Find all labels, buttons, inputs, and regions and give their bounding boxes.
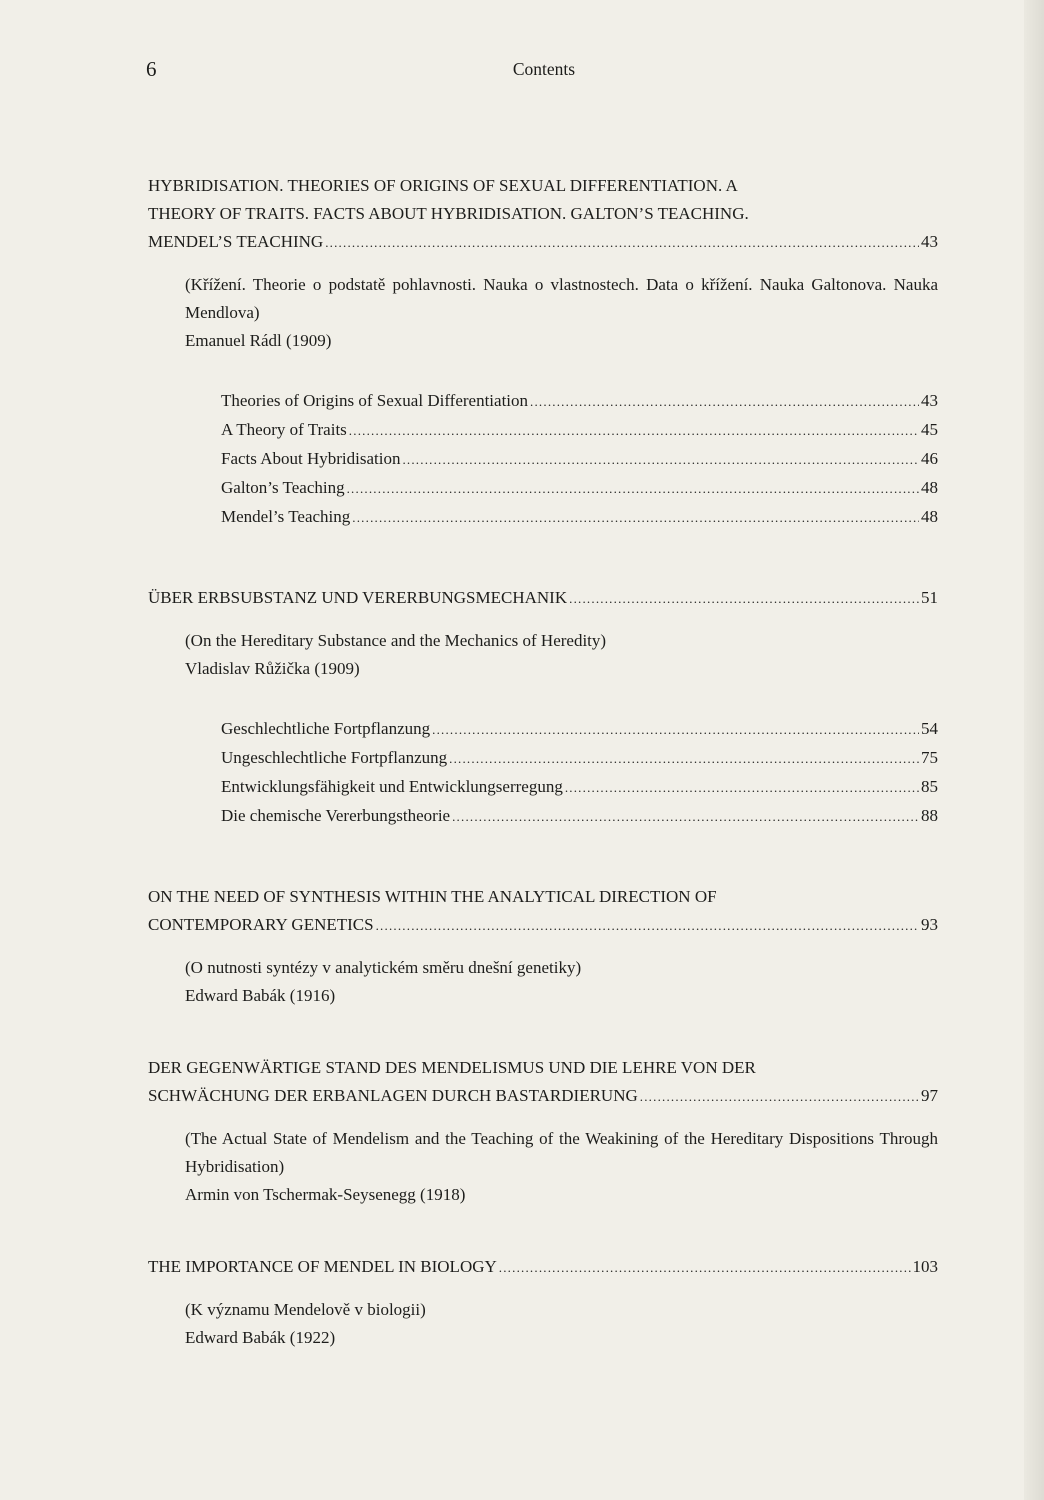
entry-subinfo [185, 1125, 938, 1209]
dot-leader [449, 745, 919, 773]
section-item [221, 744, 938, 773]
section-item [221, 503, 938, 532]
dot-leader [530, 388, 919, 416]
dot-leader [349, 417, 919, 445]
dot-leader [432, 716, 919, 744]
section-page: 88 [921, 806, 938, 825]
section-item [221, 474, 938, 503]
section-title: Geschlechtliche Fortpflanzung [221, 719, 431, 738]
entry-translation: (The Actual State of Mendelism and the Teaching of the Weakining of the Hereditary Dispositions Through Hybridisation) [185, 1129, 938, 1176]
section-item [221, 445, 938, 474]
dot-leader [402, 446, 919, 474]
entry-author: Vladislav Růžička (1909) [185, 659, 360, 678]
section-page: 45 [921, 420, 938, 439]
running-header: Contents [512, 59, 576, 79]
dot-leader [376, 912, 919, 940]
entry-translation: (On the Hereditary Substance and the Mechanics of Heredity) [185, 631, 607, 650]
section-item [221, 387, 938, 416]
entry-page: 93 [921, 915, 938, 934]
toc-entry [148, 1253, 938, 1352]
entry-translation: (K významu Mendelově v biologii) [185, 1300, 426, 1319]
entry-title-line: HYBRIDISATION. THEORIES OF ORIGINS OF SEXUAL DIFFERENTIATION. A [148, 176, 738, 195]
section-title: Galton’s Teaching [221, 478, 345, 497]
entry-title-line: THEORY OF TRAITS. FACTS ABOUT HYBRIDISATION. GALTON’S TEACHING. [148, 204, 749, 223]
section-title: Die chemische Vererbungstheorie [221, 806, 451, 825]
section-page: 75 [921, 748, 938, 767]
section-item [221, 802, 938, 831]
section-list [221, 715, 938, 831]
section-title: Mendel’s Teaching [221, 507, 351, 526]
section-title: Entwicklungsfähigkeit und Entwicklungserregung [221, 777, 563, 796]
entry-page: 103 [912, 1257, 938, 1276]
entry-title-last: MENDEL’S TEACHING [148, 232, 324, 251]
entry-title-last: SCHWÄCHUNG DER ERBANLAGEN DURCH BASTARDIERUNG [148, 1086, 638, 1105]
section-title: A Theory of Traits [221, 420, 347, 439]
toc-entry [148, 584, 938, 831]
section-item [221, 773, 938, 802]
entry-title-leader [148, 228, 938, 257]
entry-author: Edward Babák (1922) [185, 1328, 336, 1347]
page-edge [1024, 0, 1044, 1500]
table-of-contents [148, 172, 938, 1352]
entry-subinfo [185, 627, 938, 683]
entry-author: Armin von Tschermak-Seysenegg (1918) [185, 1185, 466, 1204]
entry-title-leader [148, 584, 938, 613]
section-page: 48 [921, 507, 938, 526]
dot-leader [347, 475, 919, 503]
dot-leader [325, 229, 919, 257]
section-page: 43 [921, 391, 938, 410]
section-item [221, 715, 938, 744]
section-title: Ungeschlechtliche Fortpflanzung [221, 748, 448, 767]
entry-subinfo [185, 1296, 938, 1352]
dot-leader [565, 774, 919, 802]
entry-page: 97 [921, 1086, 938, 1105]
entry-title-leader [148, 1082, 938, 1111]
entry-title-line: ON THE NEED OF SYNTHESIS WITHIN THE ANALYTICAL DIRECTION OF [148, 887, 717, 906]
entry-title-leader [148, 911, 938, 940]
section-page: 85 [921, 777, 938, 796]
section-list [221, 387, 938, 532]
toc-entry [148, 172, 938, 532]
page-number: 6 [146, 57, 157, 81]
section-title: Facts About Hybridisation [221, 449, 401, 468]
dot-leader [499, 1254, 911, 1282]
section-page: 54 [921, 719, 938, 738]
entry-subinfo [185, 271, 938, 355]
entry-translation: (Křížení. Theorie o podstatě pohlavnosti. Nauka o vlastnostech. Data o křížení. Nauka Galtonova. Nauka Mendlova) [185, 275, 938, 322]
toc-entry [148, 1054, 938, 1209]
toc-entry [148, 883, 938, 1010]
entry-title-last: ÜBER ERBSUBSTANZ UND VERERBUNGSMECHANIK [148, 588, 568, 607]
entry-title-last: CONTEMPORARY GENETICS [148, 915, 374, 934]
entry-title-leader [148, 1253, 938, 1282]
dot-leader [352, 504, 919, 532]
section-item [221, 416, 938, 445]
entry-author: Edward Babák (1916) [185, 986, 336, 1005]
dot-leader [640, 1083, 919, 1111]
entry-translation: (O nutnosti syntézy v analytickém směru dnešní genetiky) [185, 958, 582, 977]
entry-title-last: THE IMPORTANCE OF MENDEL IN BIOLOGY [148, 1257, 497, 1276]
entry-subinfo [185, 954, 938, 1010]
entry-title-line: DER GEGENWÄRTIGE STAND DES MENDELISMUS UND DIE LEHRE VON DER [148, 1058, 756, 1077]
section-page: 46 [921, 449, 938, 468]
entry-author: Emanuel Rádl (1909) [185, 331, 332, 350]
section-title: Theories of Origins of Sexual Differentiation [221, 391, 529, 410]
section-page: 48 [921, 478, 938, 497]
entry-page: 51 [921, 588, 938, 607]
entry-page: 43 [921, 232, 938, 251]
dot-leader [452, 803, 919, 831]
dot-leader [569, 585, 919, 613]
